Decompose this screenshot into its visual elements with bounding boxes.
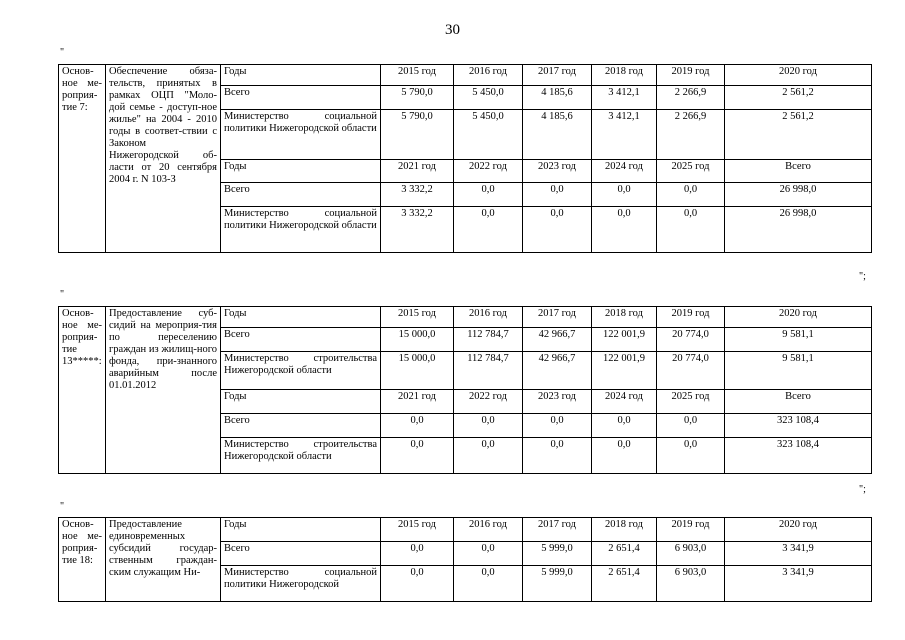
year-header: 2021 год [381, 160, 454, 183]
table-cell: 9 581,1 [725, 352, 872, 390]
table-cell: 0,0 [381, 414, 454, 438]
table-cell: 15 000,0 [381, 328, 454, 352]
page-number: 30 [445, 22, 460, 38]
year-header: 2015 год [381, 518, 454, 542]
table-cell: 20 774,0 [657, 352, 725, 390]
table-cell: 0,0 [454, 207, 523, 253]
year-header: 2019 год [657, 65, 725, 86]
table-cell: 0,0 [592, 207, 657, 253]
table-cell: 2 651,4 [592, 566, 657, 602]
table-cell: 112 784,7 [454, 352, 523, 390]
table-cell: 5 450,0 [454, 86, 523, 110]
table-cell: 3 341,9 [725, 542, 872, 566]
table-cell: 0,0 [381, 542, 454, 566]
table-cell: 122 001,9 [592, 328, 657, 352]
year-header: 2019 год [657, 518, 725, 542]
table-cell: 42 966,7 [523, 352, 592, 390]
closing-quote: "; [859, 271, 866, 282]
table-cell: 9 581,1 [725, 328, 872, 352]
table-cell: 4 185,6 [523, 110, 592, 160]
year-header: 2016 год [454, 307, 523, 328]
table-cell: 0,0 [523, 414, 592, 438]
table-cell: 323 108,4 [725, 438, 872, 474]
organization-label: Министерство строительства Нижегородской области [221, 352, 381, 390]
year-header: Всего [725, 160, 872, 183]
table-cell: 0,0 [592, 414, 657, 438]
opening-quote: " [60, 289, 65, 300]
table-cell: 20 774,0 [657, 328, 725, 352]
year-header: 2020 год [725, 518, 872, 542]
table-cell: 0,0 [523, 183, 592, 207]
year-header: 2015 год [381, 307, 454, 328]
years-label: Годы [221, 307, 381, 328]
years-label: Годы [221, 65, 381, 86]
year-header: 2022 год [454, 390, 523, 414]
table-cell: 3 412,1 [592, 86, 657, 110]
year-header: 2020 год [725, 307, 872, 328]
table-cell: 323 108,4 [725, 414, 872, 438]
measure-description: Предоставление суб-сидий на мероприя-тия по переселению граждан из жилищ-ного фонда, при-знанного аварийным после 01.01.2012 [106, 307, 221, 474]
table-cell: 0,0 [454, 414, 523, 438]
measure-name: Основ-ное ме-роприя-тие 18: [59, 518, 106, 602]
year-header: 2025 год [657, 390, 725, 414]
table-cell: 0,0 [657, 438, 725, 474]
year-header: 2017 год [523, 307, 592, 328]
table-cell: 0,0 [454, 183, 523, 207]
table-cell: 26 998,0 [725, 183, 872, 207]
year-header: 2016 год [454, 518, 523, 542]
table-cell: 2 266,9 [657, 86, 725, 110]
year-header: 2018 год [592, 518, 657, 542]
year-header: 2025 год [657, 160, 725, 183]
organization-label: Министерство социальной политики Нижегородской [221, 566, 381, 602]
year-header: 2024 год [592, 160, 657, 183]
table-cell: 5 790,0 [381, 110, 454, 160]
year-header: 2023 год [523, 160, 592, 183]
closing-quote: "; [859, 484, 866, 495]
total-label: Всего [221, 542, 381, 566]
table-cell: 0,0 [454, 438, 523, 474]
table-cell: 0,0 [657, 414, 725, 438]
table-cell: 2 561,2 [725, 86, 872, 110]
table-cell: 3 332,2 [381, 207, 454, 253]
table-cell: 0,0 [523, 438, 592, 474]
measure-description: Обеспечение обяза-тельств, принятых в рамках ОЦП "Моло-дой семье - доступ-ное жилье" на 2004 - 2010 годы в соответ-ствии с Законом Нижегородской об-ласти от 20 сентября 2004 г. N 103-З [106, 65, 221, 253]
measure-description: Предоставление единовременных субсидий государ-ственным граждан-ским служащим Ни- [106, 518, 221, 602]
table-cell: 5 999,0 [523, 566, 592, 602]
table-cell: 2 651,4 [592, 542, 657, 566]
years-label: Годы [221, 160, 381, 183]
table-cell: 6 903,0 [657, 542, 725, 566]
year-header: 2022 год [454, 160, 523, 183]
table-cell: 15 000,0 [381, 352, 454, 390]
year-header: Всего [725, 390, 872, 414]
table-cell: 42 966,7 [523, 328, 592, 352]
year-header: 2019 год [657, 307, 725, 328]
year-header: 2020 год [725, 65, 872, 86]
organization-label: Министерство социальной политики Нижегородской области [221, 110, 381, 160]
measure-name: Основ-ное ме-роприя-тие 7: [59, 65, 106, 253]
year-header: 2021 год [381, 390, 454, 414]
years-label: Годы [221, 390, 381, 414]
year-header: 2023 год [523, 390, 592, 414]
table-cell: 112 784,7 [454, 328, 523, 352]
year-header: 2016 год [454, 65, 523, 86]
years-label: Годы [221, 518, 381, 542]
year-header: 2017 год [523, 65, 592, 86]
table-cell: 0,0 [657, 207, 725, 253]
organization-label: Министерство строительства Нижегородской области [221, 438, 381, 474]
table-cell: 0,0 [454, 566, 523, 602]
measure-table-7 [58, 64, 872, 253]
table-cell: 0,0 [381, 566, 454, 602]
total-label: Всего [221, 183, 381, 207]
total-label: Всего [221, 414, 381, 438]
table-cell: 0,0 [592, 183, 657, 207]
year-header: 2018 год [592, 307, 657, 328]
table-cell: 2 561,2 [725, 110, 872, 160]
table-cell: 5 999,0 [523, 542, 592, 566]
table-cell: 26 998,0 [725, 207, 872, 253]
measure-table-18 [58, 517, 872, 602]
measure-name: Основ-ное ме-роприя-тие 13*****: [59, 307, 106, 474]
year-header: 2017 год [523, 518, 592, 542]
organization-label: Министерство социальной политики Нижегородской области [221, 207, 381, 253]
opening-quote: " [60, 47, 65, 58]
table-cell: 0,0 [592, 438, 657, 474]
table-cell: 3 341,9 [725, 566, 872, 602]
year-header: 2015 год [381, 65, 454, 86]
table-cell: 0,0 [657, 183, 725, 207]
table-cell: 3 332,2 [381, 183, 454, 207]
table-cell: 0,0 [523, 207, 592, 253]
year-header: 2024 год [592, 390, 657, 414]
measure-table-13 [58, 306, 872, 474]
opening-quote: " [60, 501, 65, 512]
table-cell: 6 903,0 [657, 566, 725, 602]
table-cell: 2 266,9 [657, 110, 725, 160]
total-label: Всего [221, 328, 381, 352]
year-header: 2018 год [592, 65, 657, 86]
table-cell: 122 001,9 [592, 352, 657, 390]
table-cell: 5 790,0 [381, 86, 454, 110]
total-label: Всего [221, 86, 381, 110]
table-cell: 5 450,0 [454, 110, 523, 160]
table-cell: 4 185,6 [523, 86, 592, 110]
table-cell: 0,0 [381, 438, 454, 474]
table-cell: 3 412,1 [592, 110, 657, 160]
table-cell: 0,0 [454, 542, 523, 566]
